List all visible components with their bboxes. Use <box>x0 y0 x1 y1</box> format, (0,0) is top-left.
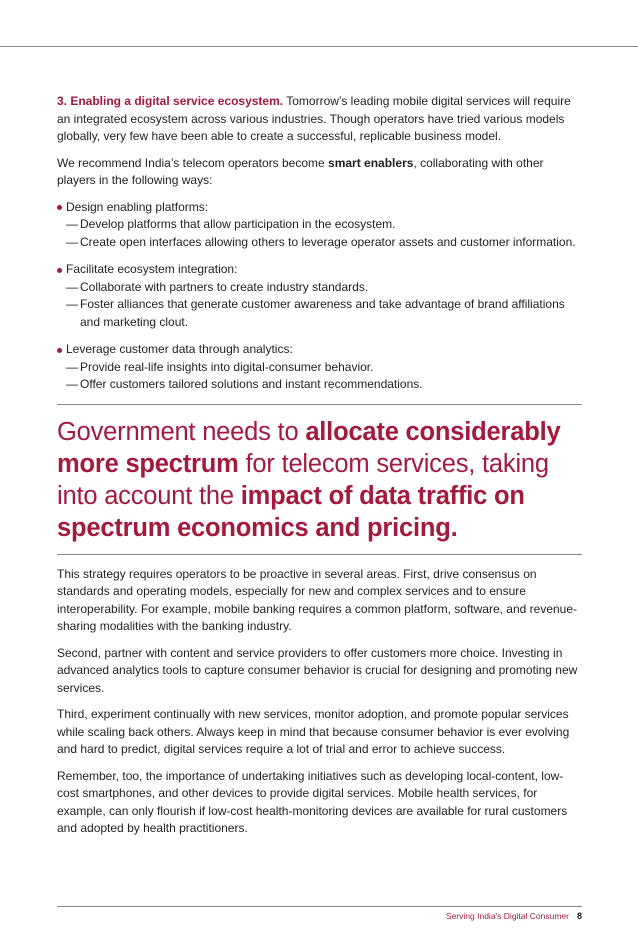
bullet-label: Facilitate ecosystem integration: <box>66 262 238 276</box>
body-paragraph: Remember, too, the importance of undertaking initiatives such as developing local-content, low-cost smartphones, and other devices to provide digital services. Mobile health services, for example, can only flourish if low-cost health-monitoring devices are available for rural customers and adopted by health practitioners. <box>57 768 568 835</box>
page-footer <box>446 911 582 921</box>
em-dash-icon: — <box>66 297 78 311</box>
pull-quote: Government needs to allocate considerably more spectrum for telecom services, taking into account the impact of data traffic on spectrum economics and pricing. <box>57 417 561 542</box>
bullet-item <box>57 261 582 331</box>
smart-enablers-term: smart enablers <box>328 155 414 170</box>
page-content <box>57 93 582 838</box>
pull-quote-highlight: allocate considerably more spectrum <box>57 417 561 478</box>
pull-quote-highlight: impact of data traffic on spectrum economics and pricing. <box>57 481 525 542</box>
em-dash-icon: — <box>66 359 78 374</box>
bullet-dot-icon <box>57 205 62 210</box>
section-intro-text: Tomorrow’s leading mobile digital services will require an integrated ecosystem across various industries. Though operators have tried various models globally, very few have been able to create a successful, replicable business model. <box>57 94 571 143</box>
strategy-body <box>57 566 582 838</box>
sub-item: — Collaborate with partners to create industry standards. <box>57 279 582 297</box>
pull-quote-bottom-rule <box>57 554 582 555</box>
sub-item: — Create open interfaces allowing others to leverage operator assets and customer information. <box>57 234 582 252</box>
bullet-label: Design enabling platforms: <box>66 199 209 214</box>
recommendation-paragraph: We recommend India’s telecom operators become smart enablers, collaborating with other players in the following ways: <box>57 155 544 187</box>
footer-rule <box>57 906 582 907</box>
bullet-item <box>57 199 582 252</box>
top-rule <box>0 46 638 47</box>
em-dash-icon: — <box>66 279 78 294</box>
footer-title: Serving India's Digital Consumer <box>445 911 569 921</box>
sub-item: — Offer customers tailored solutions and instant recommendations. <box>57 376 582 394</box>
body-paragraph: Second, partner with content and service providers to offer customers more choice. Investing in advanced analytics tools to capture consumer behavior is crucial for designing and promoting new services. <box>57 645 578 695</box>
em-dash-icon: — <box>66 217 78 231</box>
em-dash-icon: — <box>66 377 78 391</box>
sub-item: — Provide real-life insights into digital-consumer behavior. <box>57 359 582 377</box>
em-dash-icon: — <box>66 234 78 249</box>
body-paragraph: Third, experiment continually with new services, monitor adoption, and promote popular services while scaling back others. Always keep in mind that because consumer behavior is ever evolving and hard to predict, digital services require a lot of trial and error to achieve success. <box>57 707 570 756</box>
bullet-dot-icon <box>57 268 62 273</box>
section-heading: 3. Enabling a digital service ecosystem. <box>57 94 284 108</box>
section-intro-paragraph <box>57 93 582 146</box>
sub-item: — Develop platforms that allow participation in the ecosystem. <box>57 216 582 234</box>
bullet-item <box>57 341 582 394</box>
page-number: 8 <box>576 911 582 921</box>
body-paragraph: This strategy requires operators to be proactive in several areas. First, drive consensus on standards and operating models, especially for new and complex services and to ensure interoperability. For example, mobile banking requires a common platform, software, and revenue-sharing modalities with the banking industry. <box>57 566 578 633</box>
bullet-dot-icon <box>57 348 62 353</box>
bullet-label: Leverage customer data through analytics: <box>66 342 293 356</box>
ecosystem-bullet-list <box>57 199 582 394</box>
sub-item: — Foster alliances that generate customer awareness and take advantage of brand affiliations and marketing clout. <box>66 297 565 329</box>
ecosystem-section <box>57 93 582 190</box>
